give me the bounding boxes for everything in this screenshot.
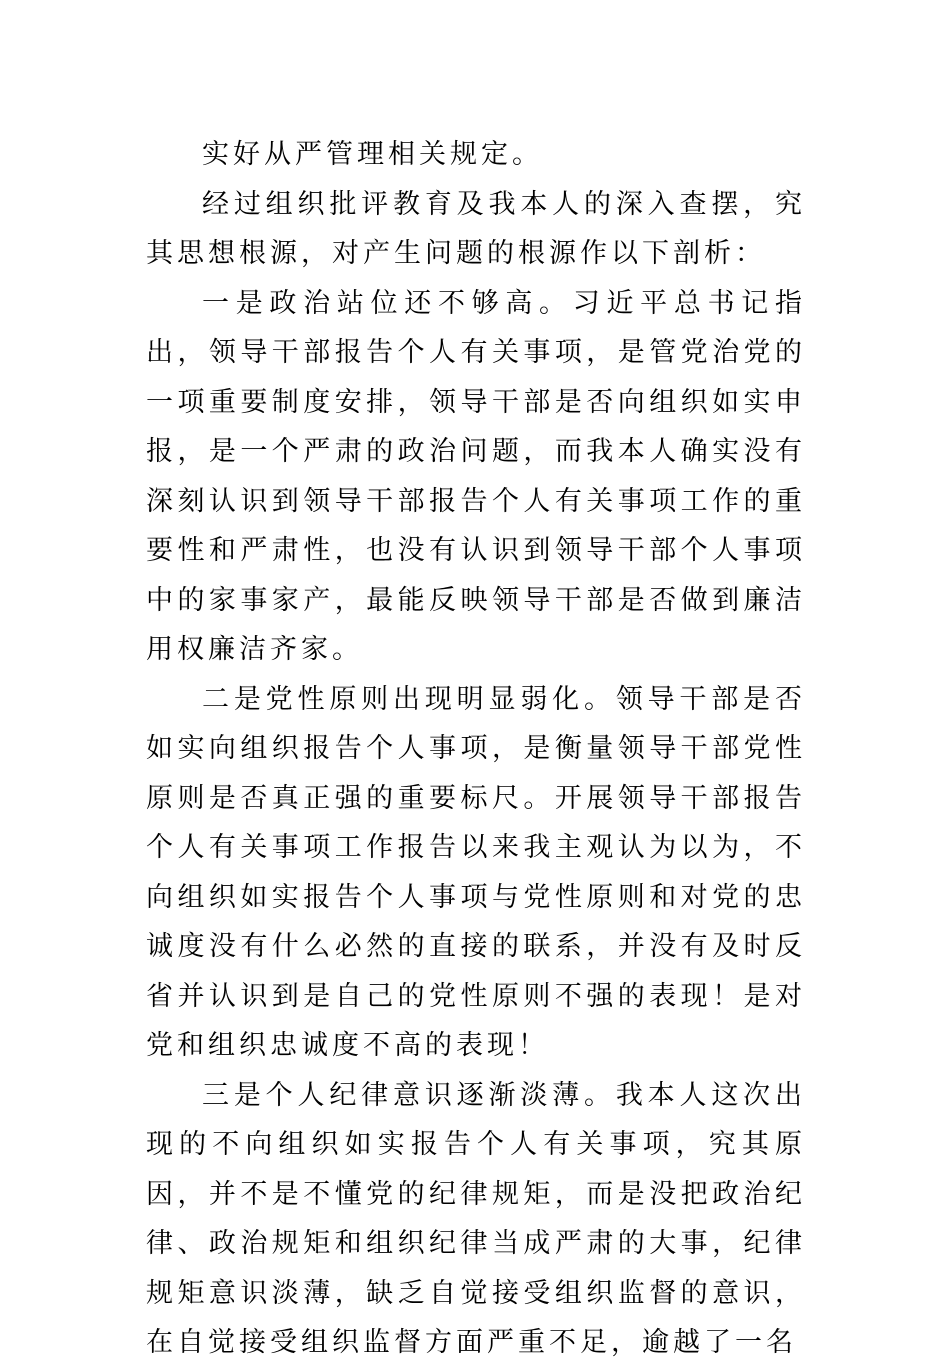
paragraph-continuation: 实好从严管理相关规定。 [202,139,543,170]
document-body [146,130,806,1368]
paragraph-point-one: 一是政治站位还不够高。习近平总书记指出，领导干部报告个人有关事项，是管党治党的一项重要制度安排，领导干部是否向组织如实申报，是一个严肃的政治问题，而我本人确实没有深刻认识到领导干部报告个人有关事项工作的重要性和严肃性，也没有认识到领导干部个人事项中的家事家产，最能反映领导干部是否做到廉洁用权廉洁齐家。 [146,287,806,665]
paragraph-point-three: 三是个人纪律意识逐渐淡薄。我本人这次出现的不向组织如实报告个人有关事项，究其原因，并不是不懂党的纪律规矩，而是没把政治纪律、政治规矩和组织纪律当成严肃的大事，纪律规矩意识淡薄，缺乏自觉接受组织监督的意识，在自觉接受组织监督方面严重不足，逾越了一名 [146,1079,806,1358]
paragraph-intro: 经过组织批评教育及我本人的深入查摆，究其思想根源，对产生问题的根源作以下剖析： [146,188,806,269]
paragraph-point-two: 二是党性原则出现明显弱化。领导干部是否如实向组织报告个人事项，是衡量领导干部党性原则是否真正强的重要标尺。开展领导干部报告个人有关事项工作报告以来我主观认为以为，不向组织如实报告个人事项与党性原则和对党的忠诚度没有什么必然的直接的联系，并没有及时反省并认识到是自己的党性原则不强的表现！是对党和组织忠诚度不高的表现！ [146,683,806,1061]
